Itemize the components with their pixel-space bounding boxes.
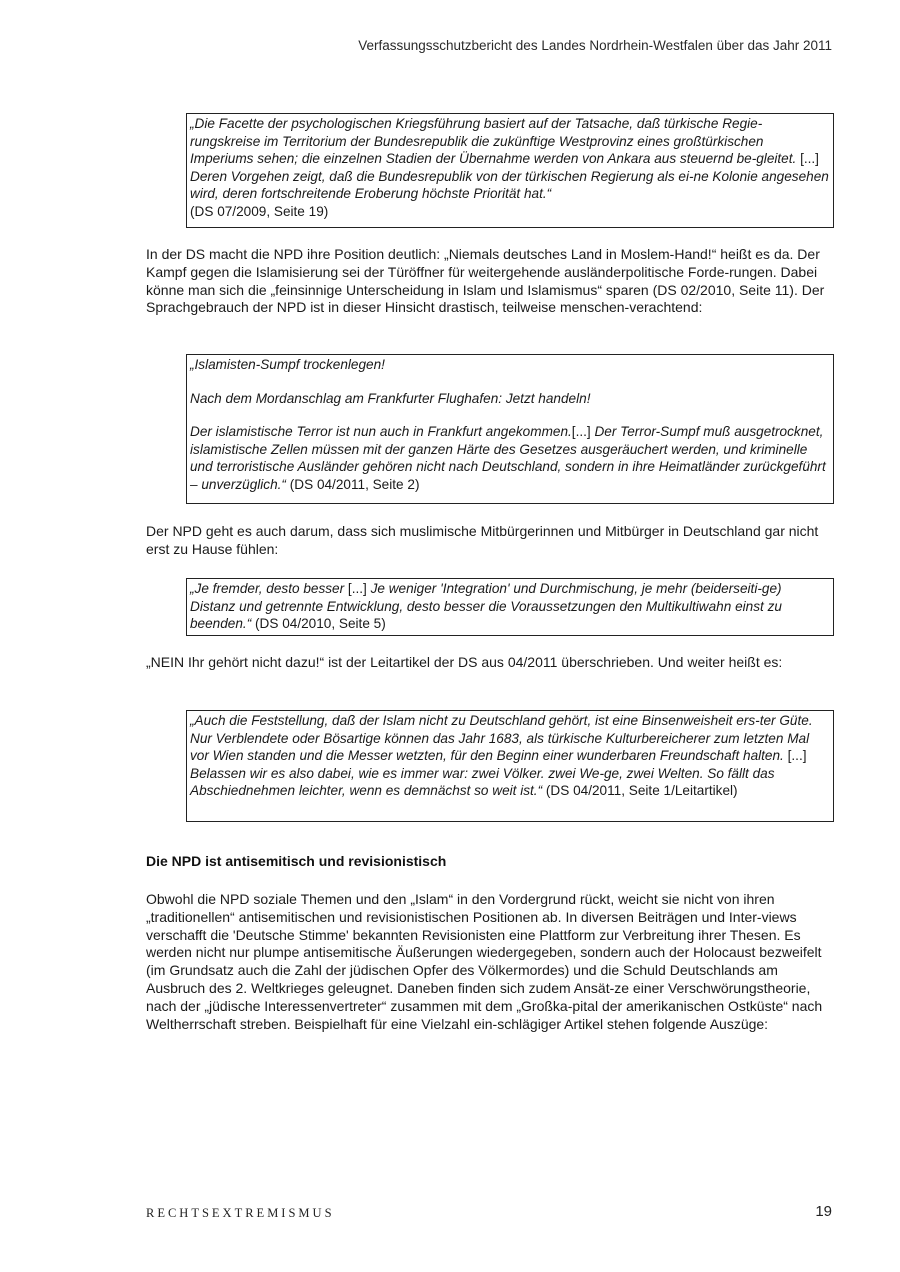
quote-1-text: „Die Facette der psychologischen Kriegsführung basiert auf der Tatsache, daß türkische Regie-rungskreise im Territorium der Bundesrepublik die zukünftige Westprovinz eines großtürkischen Imperiums sehen; die einzelnen Stadien der Übernahme werden von Ankara aus steuernd be-gleitet. [190, 116, 797, 167]
quote-2-line-3b: Der Terror-Sumpf muß ausgetrocknet, islamistische Zellen müssen mit der ganzen Härte des Gesetzes ausgeräuchert werden, und kriminelle und terroristische Ausländer gehören nicht nach Deutschland, sondern in ihre Heimatländer zurückgeführt – unverzüglich.“ [190, 424, 826, 492]
section-body: Obwohl die NPD soziale Themen und den „Islam“ in den Vordergrund rückt, weicht sie nicht von ihren „traditionellen“ antisemitischen und revisionistischen Positionen ab. In diversen Beiträgen und Inter-views verschafft die 'Deutsche Stimme' bekannten Revisionisten eine Plattform zur Verbreitung ihrer Thesen. Es werden nicht nur plumpe antisemitische Äußerungen wiedergegeben, sondern auch der Holocaust bezweifelt (im Grundsatz auch die Zahl der jüdischen Opfer des Völkermordes) und die Schuld Deutschlands am Ausbruch des 2. Weltkrieges geleugnet. Daneben finden sich zudem Ansät-ze einer Verschwörungstheorie, nach der „jüdische Interessenvertreter“ zusammen mit dem „Großka-pital der amerikanischen Ostküste“ nach Weltherrschaft streben. Beispielhaft für eine Vielzahl ein-schlägiger Artikel stehen folgende Auszüge: [146, 891, 823, 1032]
quote-3-source: (DS 04/2010, Seite 5) [255, 616, 386, 632]
paragraph-3: „NEIN Ihr gehört nicht dazu!“ ist der Leitartikel der DS aus 04/2011 überschrieben. Und weiter heißt es: [146, 654, 783, 670]
quote-1-ellipsis: [...] [800, 151, 819, 167]
quote-4-ellipsis: [...] [787, 748, 807, 764]
footer-section-label: RECHTSEXTREMISMUS [146, 1206, 335, 1220]
quote-block-3 [186, 578, 834, 636]
quote-1-source: (DS 07/2009, Seite 19) [190, 203, 329, 219]
quote-2-ellipsis: [...] [571, 424, 591, 440]
quote-4-text: „Auch die Feststellung, daß der Islam nicht zu Deutschland gehört, ist eine Binsenweisheit ers-ter Güte. Nur Verblendete oder Bösartige können das Jahr 1683, als türkische Kulturbereicherer zum letzten Mal vor Wien standen und die Messer wetzten, für den Beginn einer wunderbaren Freundschaft halten. [190, 713, 813, 764]
page-number: 19 [815, 1203, 832, 1220]
quote-4-text-2: Belassen wir es also dabei, wie es immer war: zwei Völker. zwei We-ge, zwei Welten. So fällt das Abschiednehmen leichter, wenn es demnächst so weit ist.“ [190, 765, 775, 799]
quote-1-text-2: Deren Vorgehen zeigt, daß die Bundesrepublik von der türkischen Regierung als ei-ne Kolonie angesehen wird, deren fortschreitende Eroberung höchste Priorität hat.“ [190, 168, 829, 202]
quote-3-text-2: Je weniger 'Integration' und Durchmischung, je mehr (beiderseiti-ge) Distanz und getrennte Entwicklung, desto besser die Voraussetzungen den Multikultiwahn einst zu beenden.“ [190, 581, 782, 632]
quote-2-line-3a: Der islamistische Terror ist nun auch in Frankfurt angekommen. [190, 424, 572, 440]
quote-4-source: (DS 04/2011, Seite 1/Leitartikel) [545, 783, 738, 799]
paragraph-1: In der DS macht die NPD ihre Position deutlich: „Niemals deutsches Land in Moslem-Hand!“ heißt es da. Der Kampf gegen die Islamisierung sei der Türöffner für weitergehende ausländerpolitische Forde-rungen. Dabei könne man sich die „feinsinnige Unterscheidung in Islam und Islamismus“ sparen (DS 02/2010, Seite 11). Der Sprachgebrauch der NPD ist in dieser Hinsicht drastisch, teilweise menschen-verachtend: [146, 246, 825, 316]
quote-2-line-1: „Islamisten-Sumpf trockenlegen! [190, 357, 385, 372]
quote-block-4 [186, 710, 834, 822]
quote-2-line-2: Nach dem Mordanschlag am Frankfurter Flughafen: Jetzt handeln! [190, 390, 591, 406]
quote-3-ellipsis: [...] [347, 581, 367, 596]
paragraph-2: Der NPD geht es auch darum, dass sich muslimische Mitbürgerinnen und Mitbürger in Deutschland gar nicht erst zu Hause fühlen: [146, 523, 819, 557]
quote-2-source: (DS 04/2011, Seite 2) [289, 476, 420, 492]
quote-3-text: „Je fremder, desto besser [190, 581, 345, 596]
section-heading: Die NPD ist antisemitisch und revisionistisch [146, 853, 447, 869]
running-header: Verfassungsschutzbericht des Landes Nordrhein-Westfalen über das Jahr 2011 [358, 38, 832, 53]
quote-block-1 [186, 113, 834, 228]
quote-block-2 [186, 354, 834, 504]
quote-2-line-3 [190, 423, 830, 493]
